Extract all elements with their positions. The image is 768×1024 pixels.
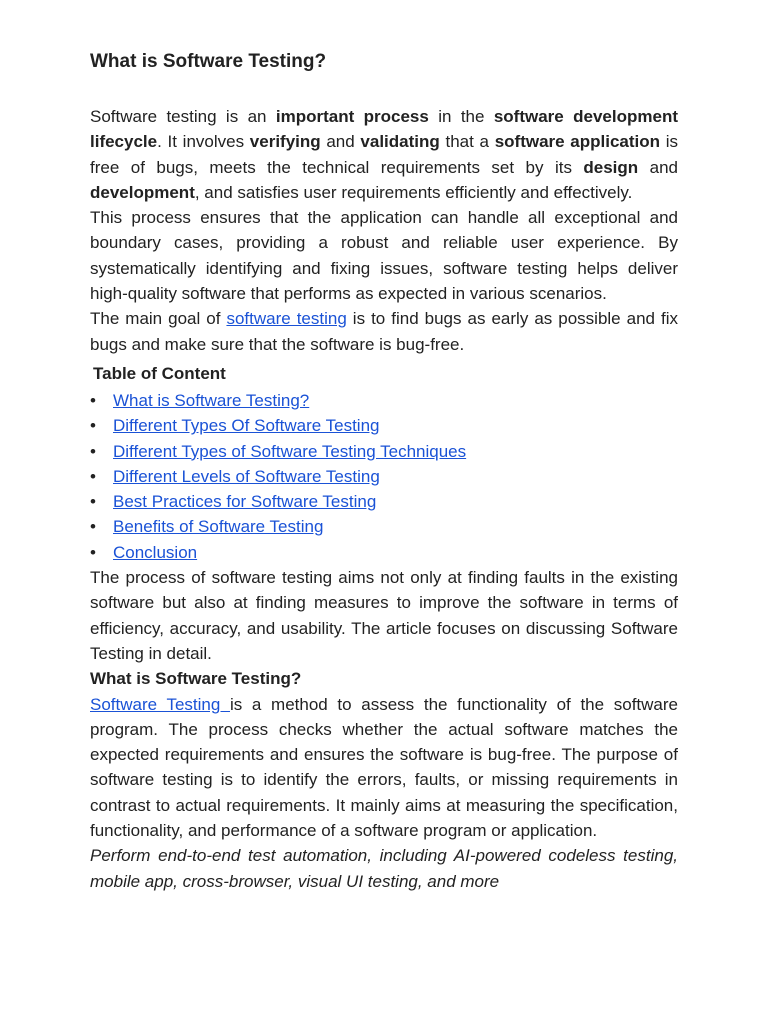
intro-text-8: , and satisfies user requirements efficiently and effectively. xyxy=(194,182,633,202)
toc-list xyxy=(90,388,678,565)
toc-item xyxy=(90,388,678,413)
intro-bold-sdlc: software development lifecycle xyxy=(90,107,678,152)
software-testing-link[interactable]: software testing xyxy=(226,309,347,329)
process-paragraph: This process ensures that the application can handle all exceptional and boundary cases, providing a robust and reliable user experience. By systematically identifying and fixing issues, software testing helps deliver high-quality software that performs as expected in various scenarios. xyxy=(90,208,678,304)
main-goal-text-1: The main goal of xyxy=(90,309,227,329)
intro-text-1: Software testing is an xyxy=(90,107,276,126)
bullet-icon: • xyxy=(90,492,96,512)
intro-text-5: that a xyxy=(439,132,495,152)
intro-text-4: and xyxy=(320,132,361,152)
toc-item xyxy=(90,413,678,438)
intro-text-6: is free of bugs, meets the technical requirements set by its xyxy=(90,132,679,177)
intro-bold-development: development xyxy=(90,182,195,202)
main-goal-text-2: is to find bugs as early as possible and fix bugs and make sure that the software is bug-free. xyxy=(90,309,678,354)
intro-bold-important-process: important process xyxy=(275,107,429,126)
toc-link-types[interactable]: Different Types Of Software Testing xyxy=(113,416,380,436)
intro-text-7: and xyxy=(638,157,678,177)
intro-text-2: in the xyxy=(428,107,494,126)
aims-paragraph: The process of software testing aims not only at finding faults in the existing software but also at finding measures to improve the software in terms of efficiency, accuracy, and usability. The article focuses on discussing Software Testing in detail. xyxy=(90,568,678,663)
intro-bold-software-application: software application xyxy=(494,132,661,152)
intro-bold-verifying: verifying xyxy=(249,132,321,152)
toc-item xyxy=(90,439,678,464)
toc-heading: Table of Content xyxy=(93,363,226,383)
definition-text: is a method to assess the functionality of the software program. The process checks whether the actual software matches the expected requirements and ensures the software is bug-free. The purpose of software testing is to identify the errors, faults, or missing requirements in contrast to actual requirements. It mainly aims at measuring the specification, functionality, and performance of a software program or application. xyxy=(90,694,678,841)
promo-paragraph: Perform end-to-end test automation, including AI-powered codeless testing, mobile app, cross-browser, visual UI testing, and more xyxy=(90,846,678,891)
page-title: What is Software Testing? xyxy=(90,51,327,72)
toc-item xyxy=(90,464,678,489)
document-page xyxy=(90,50,678,894)
toc-item xyxy=(90,489,678,514)
intro-text-3: . It involves xyxy=(157,132,250,152)
section-heading: What is Software Testing? xyxy=(90,669,302,689)
toc-link-conclusion[interactable]: Conclusion xyxy=(113,542,198,562)
main-goal-paragraph xyxy=(90,306,678,357)
bullet-icon: • xyxy=(90,542,96,562)
toc-item xyxy=(90,514,678,539)
intro-bold-design: design xyxy=(583,157,639,177)
bullet-icon: • xyxy=(90,517,96,537)
bullet-icon: • xyxy=(90,390,96,410)
toc-link-techniques[interactable]: Different Types of Software Testing Techniques xyxy=(113,441,467,461)
toc-link-best-practices[interactable]: Best Practices for Software Testing xyxy=(113,492,377,512)
intro-paragraph xyxy=(90,104,678,205)
intro-bold-validating: validating xyxy=(360,132,440,152)
toc-link-what-is[interactable]: What is Software Testing? xyxy=(113,390,310,410)
bullet-icon: • xyxy=(90,416,96,436)
bullet-icon: • xyxy=(90,466,96,486)
toc-item xyxy=(90,540,678,565)
software-testing-def-link[interactable]: Software Testing xyxy=(90,694,230,714)
toc-link-levels[interactable]: Different Levels of Software Testing xyxy=(113,466,380,486)
bullet-icon: • xyxy=(90,441,96,461)
definition-paragraph xyxy=(90,692,678,844)
toc-link-benefits[interactable]: Benefits of Software Testing xyxy=(113,517,324,537)
